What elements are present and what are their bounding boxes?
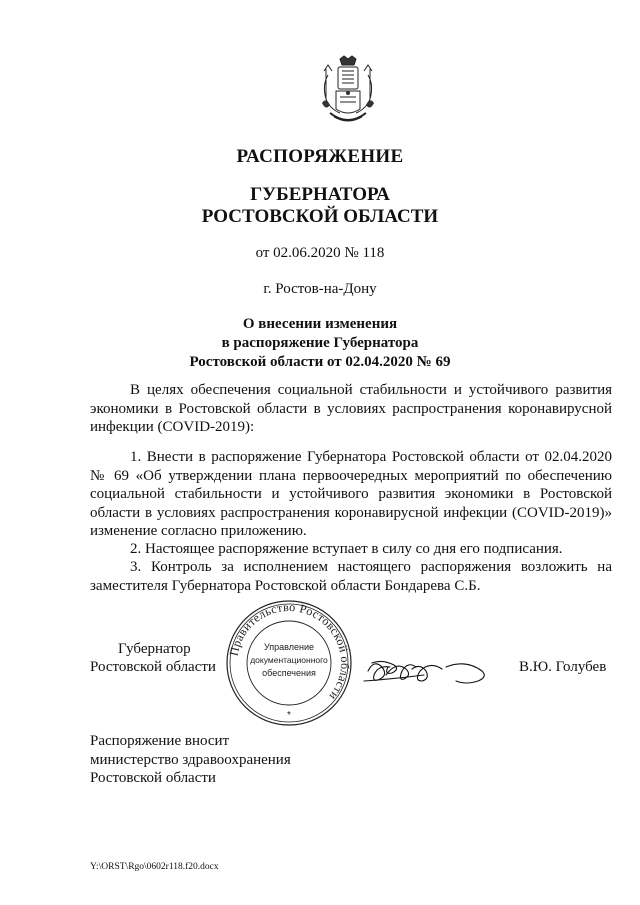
note-line: Ростовской области <box>90 770 216 786</box>
file-path: Y:\ORST\Rgo\0602r118.f20.docx <box>90 862 219 872</box>
handwritten-signature <box>360 645 500 693</box>
issuer-title-line1: ГУБЕРНАТОРА <box>250 184 390 205</box>
submitted-by-note <box>90 732 291 788</box>
subject-line: Ростовской области от 02.04.2020 № 69 <box>189 354 451 370</box>
item-3-paragraph: 3. Контроль за исполнением настоящего распоряжения возложить на заместителя Губернатора Ростовской области Бондарева С.Б. <box>90 559 612 594</box>
stamp-inner-line: Управление <box>263 642 315 652</box>
subject-line: в распоряжение Губернатора <box>221 335 419 351</box>
item-1-paragraph: 1. Внести в распоряжение Губернатора Ростовской области от 02.04.2020 № 69 «Об утверждении плана первоочередных мероприятий по обеспечению социальной стабильности и устойчивого развития экономики в Ростовской области в условиях распространения коронавирусной инфекции (COVID-2019)» изменение согласно приложению. <box>90 449 612 539</box>
official-stamp <box>224 600 354 726</box>
subject-line: О внесении изменения <box>242 316 398 332</box>
stamp-inner-line: обеспечения <box>262 668 316 678</box>
preamble-paragraph: В целях обеспечения социальной стабильности и устойчивого развития экономики в Ростовской области в условиях распространения коронавирусной инфекции (COVID-2019): <box>90 382 612 435</box>
document-type-title: РАСПОРЯЖЕНИЕ <box>236 146 404 167</box>
issuer-title-line2: РОСТОВСКОЙ ОБЛАСТИ <box>201 206 439 227</box>
stamp-inner-line: документационного <box>250 655 328 665</box>
stamp-outer-text: Правительство Ростовской области <box>226 600 353 704</box>
signer-title-line2: Ростовской области <box>90 659 216 675</box>
coat-of-arms-emblem <box>318 55 378 125</box>
signer-name: В.Ю. Голубев <box>519 659 607 675</box>
note-line: Распоряжение вносит <box>90 733 230 749</box>
document-city: г. Ростов-на-Дону <box>263 281 377 297</box>
stamp-star: * <box>287 710 291 721</box>
signer-title-line1: Губернатор <box>118 641 191 657</box>
document-subject <box>0 315 640 372</box>
document-date-number: от 02.06.2020 № 118 <box>255 245 385 261</box>
item-2-paragraph: 2. Настоящее распоряжение вступает в силу со дня его подписания. <box>130 541 563 557</box>
note-line: министерство здравоохранения <box>90 751 291 768</box>
